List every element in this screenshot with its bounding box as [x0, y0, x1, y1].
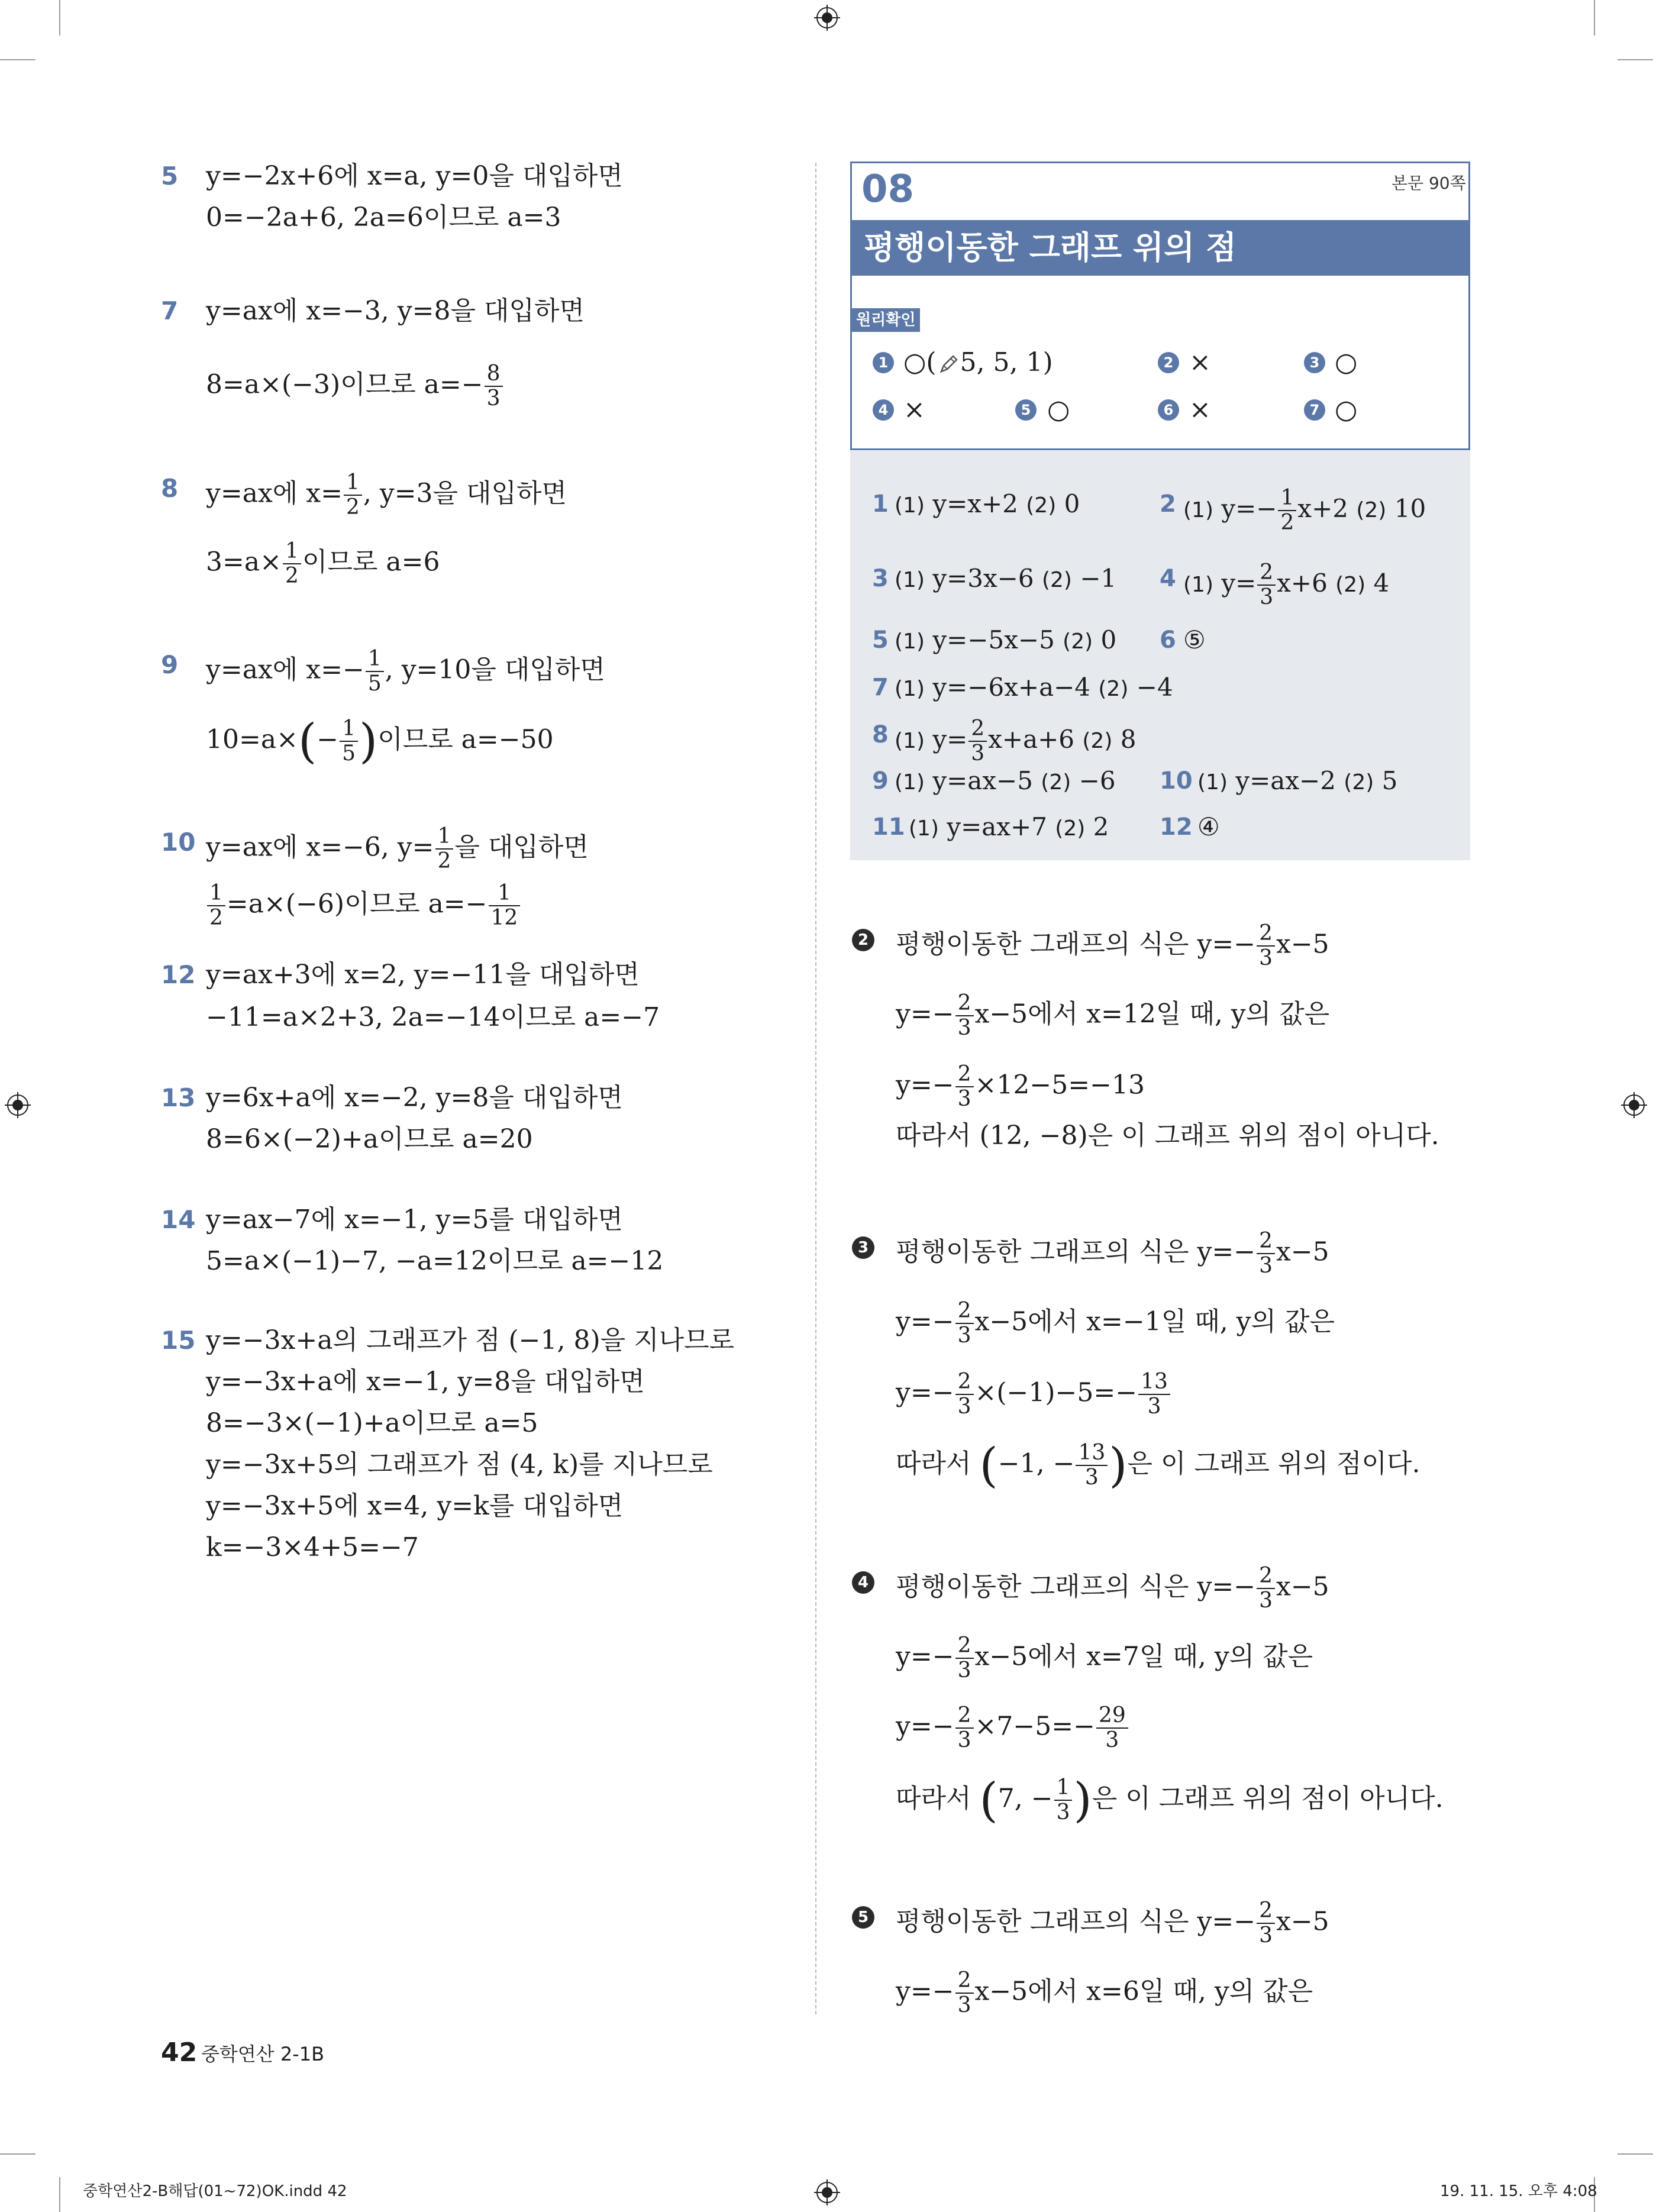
math-text: y=ax에 x=: [206, 478, 343, 509]
fraction-denominator: 3: [957, 1728, 971, 1752]
math-text: y=−: [896, 999, 954, 1029]
math-line: [896, 1063, 1145, 1111]
math-text: x−5에서 x=−1일 때, y의 값은: [974, 1306, 1335, 1337]
math-text: x−5에서 x=6일 때, y의 값은: [974, 1976, 1313, 2007]
answer-number: 9: [872, 767, 889, 795]
math-line: [896, 1899, 1329, 1948]
math-text: 은 이 그래프 위의 점이 아니다.: [1092, 1783, 1444, 1814]
answer: [895, 622, 1116, 660]
crop-mark: [1594, 0, 1595, 35]
math-text: 평행이동한 그래프의 식은 y=−: [896, 1906, 1256, 1937]
fraction-numerator: 2: [1257, 922, 1275, 947]
answer-text: 10: [1394, 494, 1426, 523]
check-answer-text: ○(: [903, 347, 937, 377]
crop-mark: [1618, 59, 1653, 60]
fraction: [1257, 1229, 1275, 1278]
fraction: [1257, 561, 1276, 609]
math-line: [206, 540, 440, 588]
math-text: 평행이동한 그래프의 식은 y=−: [896, 929, 1256, 960]
math-line: k=−3×4+5=−7: [206, 1532, 419, 1562]
math-text: 따라서: [896, 1448, 971, 1479]
check-answer: ○: [1047, 395, 1070, 425]
paren-close: ): [1073, 1772, 1092, 1827]
math-line: [896, 1299, 1335, 1348]
answer-text: 4: [1373, 569, 1390, 598]
answer-text: 0: [1064, 489, 1080, 518]
answer-number: 8: [872, 721, 889, 748]
math-line: y=ax에 x=−3, y=8을 대입하면: [206, 296, 585, 326]
fraction-denominator: 5: [342, 741, 356, 766]
fraction: [1076, 1441, 1108, 1490]
answer: [895, 717, 1136, 766]
check-answer: ×: [903, 395, 925, 425]
fraction-denominator: 3: [957, 1323, 971, 1348]
fraction-denominator: 3: [957, 1087, 971, 1111]
fraction: [955, 992, 974, 1040]
math-line: [206, 647, 605, 696]
fraction-denominator: 2: [1280, 511, 1294, 535]
math-text: y=−: [896, 1070, 954, 1100]
answer-text: y=ax−2: [1235, 766, 1336, 795]
math-line: y=−3x+5에 x=4, y=k를 대입하면: [206, 1491, 624, 1521]
check-answer-text: 5, 5, 1): [960, 347, 1053, 377]
check-number-badge: 5: [1015, 399, 1037, 421]
crop-mark: [0, 2153, 35, 2155]
crop-mark: [59, 2177, 60, 2212]
fraction: [968, 717, 987, 766]
fraction-denominator: 3: [486, 386, 501, 411]
fraction-denominator: 3: [1056, 1800, 1070, 1825]
answer-part: (1): [895, 568, 925, 592]
fraction-numerator: 2: [1257, 1564, 1275, 1589]
answer: [895, 561, 1116, 598]
check-answer: ○: [1335, 347, 1358, 377]
fraction: [955, 1634, 974, 1683]
math-line: 8=−3×(−1)+a이므로 a=5: [206, 1408, 538, 1438]
check-answer: [903, 345, 1053, 380]
fraction-denominator: 3: [957, 1016, 971, 1040]
fraction: [1096, 1704, 1128, 1752]
answer: [895, 763, 1116, 800]
item-number: 13: [161, 1083, 196, 1112]
math-line: [896, 922, 1329, 970]
answer-text: y=−: [1221, 494, 1277, 523]
math-line: [896, 1370, 1171, 1419]
item-number: 5: [161, 162, 179, 190]
answer-text: y=: [932, 725, 968, 754]
math-text: , y=10을 대입하면: [385, 654, 605, 685]
math-line: −11=a×2+3, 2a=−14이므로 a=−7: [206, 1002, 660, 1032]
answer-number: 4: [1160, 565, 1176, 592]
fraction-numerator: 1: [344, 471, 362, 496]
math-text: 8=a×(−3)이므로 a=−: [206, 369, 483, 400]
fraction-denominator: 2: [437, 849, 451, 873]
answer-part: (1): [895, 770, 925, 795]
answer-number: 12: [1160, 813, 1193, 841]
answer-part: (1): [1197, 770, 1228, 795]
answer-number: 2: [1160, 490, 1176, 518]
math-line: [896, 1438, 1420, 1493]
fraction-denominator: 3: [1105, 1728, 1119, 1752]
fraction-denominator: 2: [209, 906, 223, 930]
math-line: [896, 1634, 1313, 1683]
answer-text: y=3x−6: [932, 564, 1034, 593]
paren-open: (: [979, 1772, 998, 1827]
math-text: =a×(−6)이므로 a=−: [226, 889, 487, 919]
fraction-numerator: 1: [283, 540, 301, 564]
answer-text: x+a+6: [988, 725, 1075, 754]
answer-part: (2): [1041, 770, 1071, 795]
solution-number-badge: 2: [852, 929, 874, 951]
fraction: [485, 362, 503, 411]
math-line: [896, 1229, 1329, 1278]
fraction-numerator: 1: [435, 825, 454, 850]
math-text: x−5: [1276, 1571, 1329, 1602]
math-line: y=−3x+5의 그래프가 점 (4, k)를 지나므로: [206, 1449, 713, 1480]
answer-text: y=ax−5: [932, 766, 1033, 795]
math-line: [206, 825, 589, 873]
fraction-denominator: 3: [957, 1658, 971, 1683]
crop-mark: [59, 0, 60, 35]
answer-part: (2): [1082, 729, 1113, 753]
answer-number: 11: [872, 813, 905, 841]
math-line: [896, 1564, 1329, 1613]
answer: ⑤: [1183, 625, 1206, 654]
check-number-badge: 6: [1158, 399, 1179, 421]
answer-part: (1): [895, 493, 925, 518]
answer-part: (2): [1055, 816, 1086, 841]
fraction-numerator: 2: [955, 1969, 974, 1994]
math-line: y=−2x+6에 x=a, y=0을 대입하면: [206, 161, 623, 191]
fraction-denominator: 3: [1084, 1465, 1099, 1490]
math-line: [896, 1704, 1129, 1752]
fraction-numerator: 1: [489, 881, 521, 906]
check-number-badge: 4: [873, 399, 894, 421]
fraction: [955, 1063, 974, 1111]
fraction-numerator: 13: [1138, 1370, 1170, 1395]
math-text: ×7−5=−: [974, 1711, 1095, 1742]
fraction-numerator: 1: [1054, 1776, 1073, 1801]
math-text: y=−: [896, 1711, 954, 1742]
answer-text: −4: [1136, 673, 1173, 702]
fraction-denominator: 3: [971, 741, 985, 766]
math-text: 이므로 a=−50: [377, 724, 554, 755]
answer-number: 7: [872, 674, 889, 701]
answer-text: 5: [1381, 766, 1398, 795]
check-answer: ×: [1189, 395, 1211, 425]
math-line: y=ax−7에 x=−1, y=5를 대입하면: [206, 1205, 623, 1235]
registration-mark-icon: [814, 2179, 840, 2205]
answer-part: (2): [1356, 498, 1387, 522]
check-number-badge: 1: [873, 352, 894, 373]
answer: [1183, 486, 1426, 535]
math-text: y=−: [896, 1377, 954, 1408]
check-answer: ×: [1189, 347, 1211, 377]
math-text: y=−: [896, 1976, 954, 2007]
fraction-numerator: 2: [1257, 1899, 1275, 1924]
answer-text: −1: [1080, 564, 1117, 593]
math-text: x−5: [1276, 1906, 1329, 1937]
fraction-denominator: 2: [346, 495, 360, 519]
math-line: y=ax+3에 x=2, y=−11을 대입하면: [206, 960, 640, 990]
crop-mark: [1618, 2153, 1653, 2155]
answer-text: y=: [1221, 569, 1257, 598]
math-text: 을 대입하면: [454, 832, 589, 863]
answer-number: 1: [872, 490, 889, 518]
fraction: [366, 647, 384, 696]
math-line: 따라서 (12, −8)은 이 그래프 위의 점이 아니다.: [896, 1120, 1439, 1151]
item-number: 8: [161, 474, 179, 503]
math-line: 0=−2a+6, 2a=6이므로 a=3: [206, 202, 561, 232]
fraction: [1257, 1899, 1275, 1948]
item-number: 7: [161, 296, 179, 325]
math-text: y=−: [896, 1306, 954, 1337]
fraction-numerator: 1: [207, 881, 225, 906]
answer-part: (2): [1041, 568, 1072, 592]
math-text: x−5: [1276, 929, 1329, 960]
math-text: 10=a×: [206, 724, 298, 755]
answer-text: 8: [1120, 725, 1137, 754]
fraction: [1054, 1776, 1073, 1825]
math-line: [206, 471, 567, 519]
math-text: −: [317, 724, 339, 755]
fraction: [955, 1299, 974, 1348]
answer-part: (2): [1063, 629, 1093, 654]
item-number: 14: [161, 1205, 196, 1234]
fraction-numerator: 2: [955, 992, 974, 1016]
pencil-icon: [937, 353, 960, 376]
answer: [895, 486, 1080, 524]
answer: [1183, 561, 1389, 609]
answer: ④: [1197, 812, 1220, 841]
math-text: y=ax에 x=−6, y=: [206, 832, 434, 863]
print-date: 19. 11. 15. 오후 4:08: [1440, 2182, 1597, 2200]
answer-part: (1): [1183, 573, 1213, 597]
fraction-numerator: 2: [955, 1370, 974, 1395]
fraction: [1257, 922, 1275, 970]
check-label: 원리확인: [851, 308, 920, 332]
fraction: [435, 825, 454, 873]
column-divider: [815, 163, 816, 2014]
solution-number-badge: 3: [852, 1236, 874, 1259]
page-reference: 본문 90쪽: [1392, 173, 1466, 193]
book-title: 중학연산 2-1B: [201, 2043, 325, 2065]
answer-number: 6: [1160, 627, 1176, 654]
answer-number: 5: [872, 627, 889, 654]
page-number: 42: [161, 2037, 198, 2068]
item-number: 9: [161, 650, 179, 679]
fraction-numerator: 1: [340, 717, 358, 742]
math-text: −1, −: [997, 1448, 1075, 1479]
math-text: 따라서: [896, 1783, 971, 1814]
fraction: [955, 1704, 974, 1752]
fraction-numerator: 2: [968, 717, 987, 742]
fraction-numerator: 1: [1278, 486, 1296, 511]
fraction-denominator: 3: [1259, 1923, 1273, 1948]
math-text: , y=3을 대입하면: [363, 478, 567, 509]
math-text: x−5에서 x=12일 때, y의 값은: [974, 999, 1330, 1029]
answer-part: (1): [1183, 498, 1213, 522]
math-text: ×12−5=−13: [974, 1070, 1145, 1100]
fraction-numerator: 2: [955, 1704, 974, 1729]
answer-text: y=x+2: [932, 489, 1018, 518]
math-text: y=−: [896, 1641, 954, 1672]
answer-part: (1): [895, 729, 925, 753]
fraction-denominator: 5: [367, 671, 382, 696]
check-answer: ○: [1335, 395, 1358, 425]
check-number-badge: 7: [1304, 399, 1325, 421]
section-number: 08: [861, 167, 915, 211]
registration-mark-icon: [1621, 1092, 1647, 1118]
answer-text: y=−5x−5: [932, 625, 1055, 654]
answer-text: y=ax+7: [947, 812, 1047, 841]
section-title: 평행이동한 그래프 위의 점: [864, 229, 1237, 266]
fraction-numerator: 1: [366, 647, 384, 672]
registration-mark-icon: [5, 1092, 31, 1118]
math-text: y=ax에 x=−: [206, 654, 364, 685]
fraction-denominator: 3: [957, 1394, 971, 1419]
answer-part: (1): [895, 629, 925, 654]
fraction-denominator: 2: [285, 564, 299, 588]
fraction-numerator: 8: [485, 362, 503, 387]
math-line: y=−3x+a의 그래프가 점 (−1, 8)을 지나므로: [206, 1325, 735, 1355]
registration-mark-icon: [814, 5, 840, 31]
answer: [1197, 763, 1397, 800]
fraction-numerator: 2: [1257, 1229, 1275, 1254]
file-slug: 중학연산2-B해답(01~72)OK.indd 42: [83, 2182, 347, 2200]
item-number: 10: [161, 828, 196, 857]
answer-part: (1): [909, 816, 939, 841]
math-line: y=6x+a에 x=−2, y=8을 대입하면: [206, 1083, 623, 1113]
answer-part: (2): [1098, 677, 1129, 701]
math-text: 3=a×: [206, 547, 282, 577]
fraction: [1278, 486, 1296, 535]
math-text: 평행이동한 그래프의 식은 y=−: [896, 1571, 1256, 1602]
math-line: 5=a×(−1)−7, −a=12이므로 a=−12: [206, 1246, 664, 1276]
check-number-badge: 2: [1158, 352, 1179, 373]
answer-text: x+6: [1277, 569, 1328, 598]
answer-part: (1): [895, 677, 925, 701]
fraction: [1138, 1370, 1170, 1419]
math-line: [206, 881, 521, 930]
fraction-numerator: 2: [955, 1634, 974, 1659]
fraction: [283, 540, 301, 588]
fraction: [340, 717, 358, 766]
paren-close: ): [359, 713, 378, 768]
math-line: [896, 992, 1329, 1040]
fraction-numerator: 2: [955, 1299, 974, 1324]
answer-text: 0: [1100, 625, 1117, 654]
math-text: ×(−1)−5=−: [974, 1377, 1138, 1408]
math-text: 이므로 a=6: [302, 547, 440, 577]
fraction-denominator: 3: [1259, 1254, 1273, 1278]
paren-open: (: [979, 1438, 998, 1493]
fraction-denominator: 3: [1147, 1394, 1161, 1419]
fraction: [344, 471, 362, 519]
answer-part: (2): [1335, 573, 1366, 597]
solution-number-badge: 5: [852, 1906, 874, 1929]
fraction-numerator: 29: [1096, 1704, 1128, 1729]
answer-number: 3: [872, 565, 889, 592]
item-number: 15: [161, 1326, 196, 1355]
answer-part: (2): [1344, 770, 1374, 795]
fraction-denominator: 12: [490, 906, 518, 930]
math-line: [206, 362, 504, 411]
answer-text: −6: [1079, 766, 1116, 795]
math-line: y=−3x+a에 x=−1, y=8을 대입하면: [206, 1367, 645, 1397]
fraction-denominator: 3: [1259, 946, 1273, 970]
paren-open: (: [298, 713, 317, 768]
math-text: 평행이동한 그래프의 식은 y=−: [896, 1236, 1256, 1267]
fraction: [207, 881, 225, 930]
fraction: [489, 881, 521, 930]
math-text: 은 이 그래프 위의 점이다.: [1127, 1448, 1420, 1479]
answer-part: (2): [1026, 493, 1057, 518]
fraction-denominator: 3: [1260, 585, 1274, 609]
fraction-numerator: 2: [955, 1063, 974, 1087]
fraction: [955, 1370, 974, 1419]
fraction: [955, 1969, 974, 2017]
check-number-badge: 3: [1304, 352, 1325, 373]
fraction-denominator: 3: [957, 1993, 971, 2017]
answer-text: x+2: [1297, 494, 1348, 523]
item-number: 12: [161, 960, 196, 989]
math-text: x−5에서 x=7일 때, y의 값은: [974, 1641, 1313, 1672]
math-line: 8=6×(−2)+a이므로 a=20: [206, 1124, 533, 1154]
fraction-denominator: 3: [1259, 1588, 1273, 1613]
math-line: [896, 1772, 1444, 1827]
fraction: [1257, 1564, 1275, 1613]
math-text: 7, −: [997, 1783, 1053, 1814]
solution-number-badge: 4: [852, 1571, 874, 1594]
math-text: x−5: [1276, 1236, 1329, 1267]
answer: [895, 670, 1173, 707]
crop-mark: [0, 59, 35, 60]
fraction-numerator: 13: [1076, 1441, 1108, 1466]
answer-text: y=−6x+a−4: [932, 673, 1091, 702]
answer: [909, 809, 1109, 847]
answer-text: 2: [1093, 812, 1109, 841]
answer-number: 10: [1160, 767, 1193, 795]
paren-close: ): [1109, 1438, 1128, 1493]
math-line: [896, 1969, 1313, 2017]
math-line: [206, 713, 554, 768]
fraction-numerator: 2: [1257, 561, 1276, 586]
